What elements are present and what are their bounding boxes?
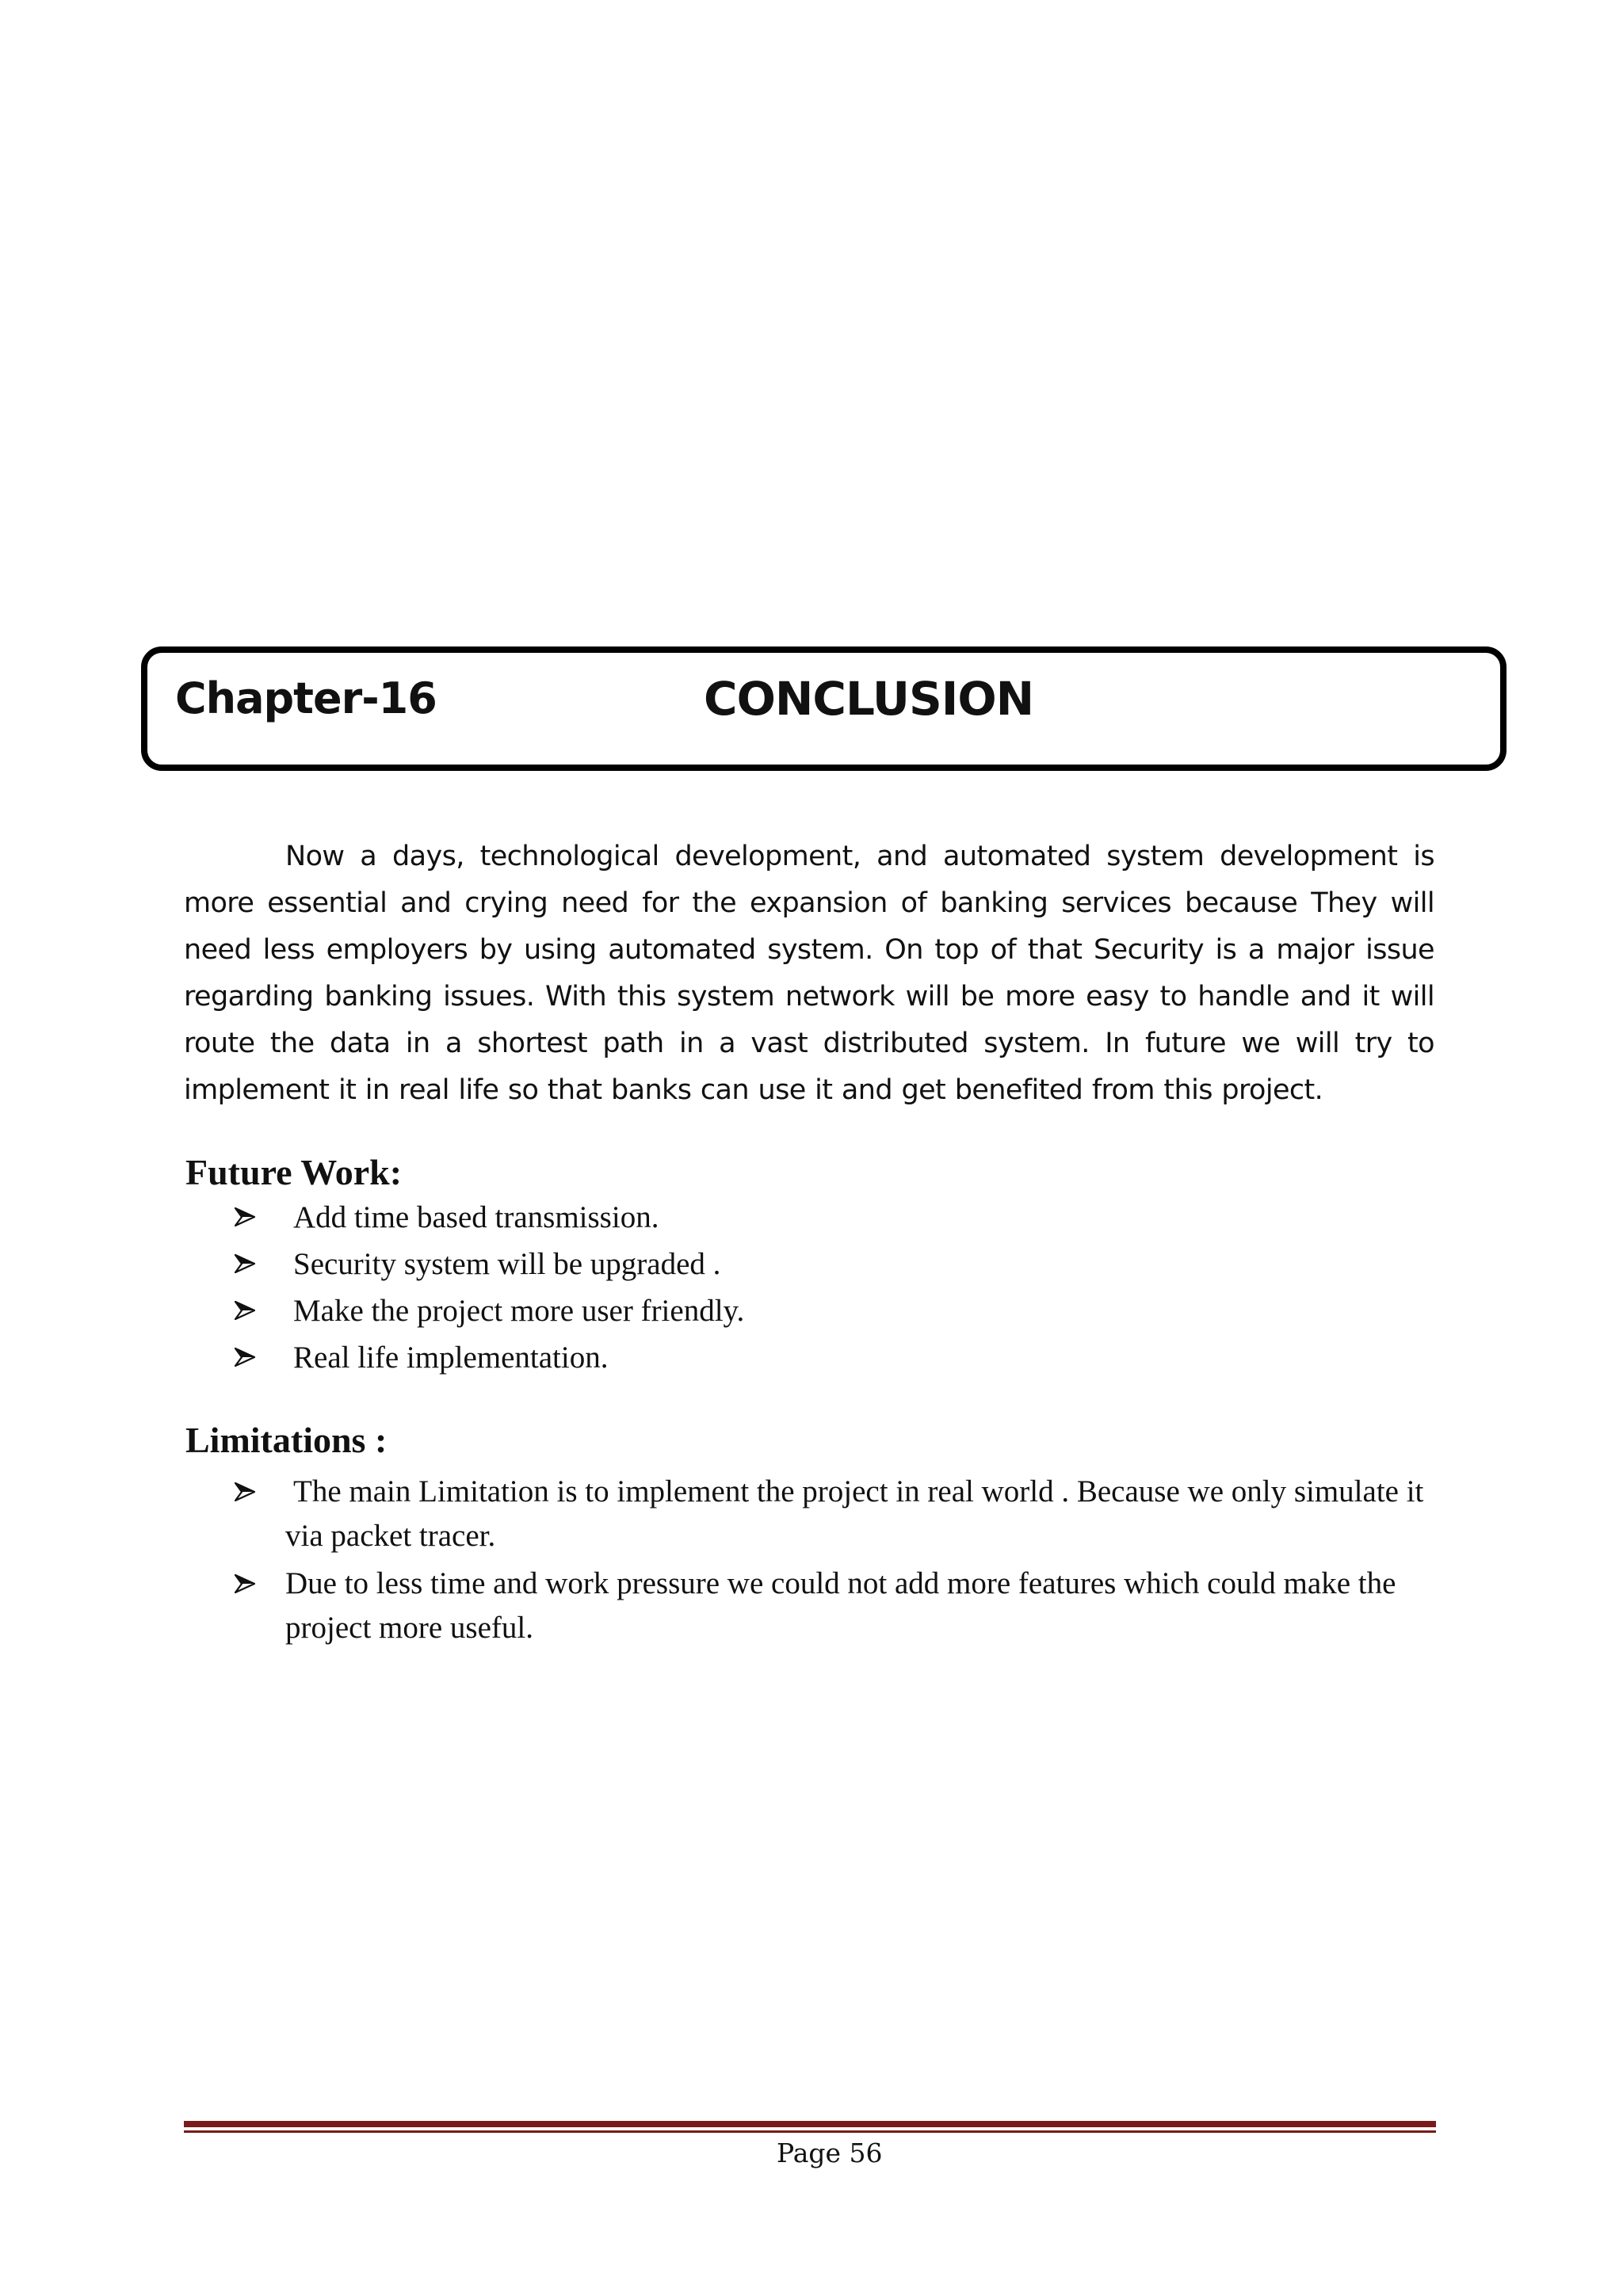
arrowhead-bullet-icon: [235, 1574, 255, 1593]
limitations-heading: Limitations :: [185, 1420, 388, 1460]
chapter-title: CONCLUSION: [704, 672, 1034, 726]
chapter-number: Chapter-16: [175, 673, 437, 723]
chapter-header-box: [141, 646, 1507, 771]
limitation-item: The main Limitation is to implement the project in real world . Because we only simulate it via packet tracer.: [285, 1474, 1424, 1553]
list-item: [235, 1241, 1423, 1287]
list-item: [235, 1194, 1423, 1241]
future-work-item: Add time based transmission.: [293, 1200, 659, 1234]
arrowhead-bullet-icon: [235, 1301, 255, 1320]
arrowhead-bullet-icon: [235, 1254, 255, 1273]
list-item: [235, 1287, 1423, 1334]
list-item: [235, 1334, 1423, 1381]
arrowhead-bullet-icon: [235, 1482, 255, 1501]
footer-divider-thick: [184, 2121, 1436, 2127]
future-work-item: Security system will be upgraded .: [293, 1247, 721, 1281]
arrowhead-bullet-icon: [235, 1348, 255, 1367]
page-number: Page 56: [777, 2138, 883, 2168]
limitations-list: [235, 1470, 1439, 1653]
list-item: [235, 1562, 1439, 1650]
future-work-list: [235, 1194, 1423, 1381]
limitation-item: Due to less time and work pressure we could not add more features which could make the project more useful.: [285, 1566, 1396, 1645]
footer-divider: [184, 2121, 1436, 2134]
future-work-item: Make the project more user friendly.: [293, 1294, 745, 1328]
arrowhead-bullet-icon: [235, 1207, 255, 1226]
list-item: [235, 1470, 1439, 1558]
future-work-item: Real life implementation.: [293, 1341, 609, 1375]
future-work-heading: Future Work:: [185, 1152, 403, 1192]
conclusion-paragraph: Now a days, technological development, and automated system development is more essential and crying need for the expansion of banking services because They will need less employers by using automated system. On top of that Security is a major issue regarding banking issues. With this system network will be more easy to handle and it will route the data in a shortest path in a vast distributed system. In future we will try to implement it in real life so that banks can use it and get benefited from this project.: [184, 841, 1434, 1106]
footer-divider-thin: [184, 2130, 1436, 2133]
